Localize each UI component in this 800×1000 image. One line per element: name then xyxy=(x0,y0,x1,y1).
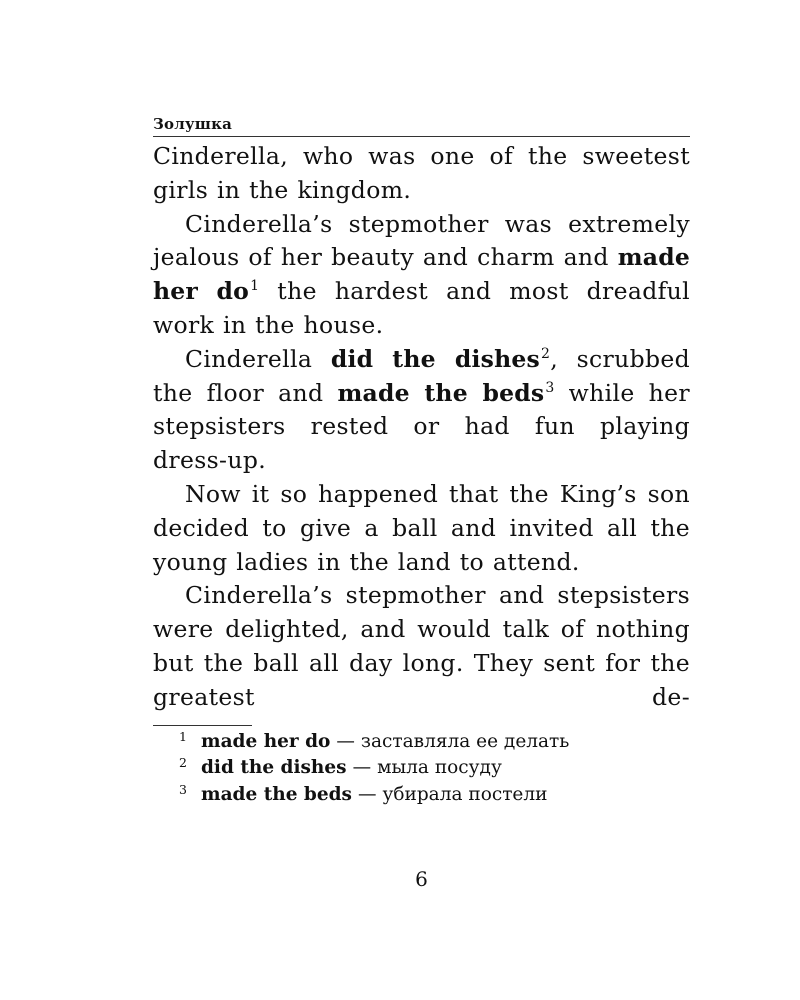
paragraph-4-text: Now it so happened that the King’s son decided to give a ball and invited all the young ladies in the land to attend. xyxy=(153,479,690,576)
footnote-translation: заставляла ее делать xyxy=(360,730,570,752)
term-made-the-beds: made the beds xyxy=(337,378,545,407)
paragraph-5 xyxy=(153,579,690,714)
footnote-number: 2 xyxy=(179,755,187,771)
paragraph-1 xyxy=(153,140,690,208)
footnote-number: 1 xyxy=(179,728,187,744)
footnote-dash: — xyxy=(336,730,355,752)
paragraph-3-text-1: Cinderella xyxy=(185,344,331,373)
footnote-ref-3: 3 xyxy=(545,379,555,396)
term-made-her-do: made her do xyxy=(153,243,690,306)
footnote-dash: — xyxy=(357,783,377,805)
paragraph-2 xyxy=(153,208,690,343)
footnotes xyxy=(153,729,690,809)
footnote-body xyxy=(201,729,569,755)
term-did-the-dishes: did the dishes xyxy=(330,344,540,373)
paragraph-1-text: Cinderella, who was one of the sweetest girls in the kingdom. xyxy=(153,142,690,204)
footnote-term: made her do xyxy=(201,730,331,752)
footnote-term: did the dishes xyxy=(201,757,347,779)
page-number: 6 xyxy=(415,867,428,891)
footnote-number: 3 xyxy=(179,781,187,797)
book-page xyxy=(153,114,691,891)
footnote-body xyxy=(201,782,547,808)
paragraph-2-text-1: Cinderella’s stepmother was extremely jealous of her beauty and charm and xyxy=(153,209,690,272)
footnote-body xyxy=(201,755,502,781)
footnote-ref-1: 1 xyxy=(250,278,260,295)
paragraph-2-text-2: the hardest and most dreadful work in the house. xyxy=(153,277,690,339)
footnote-2 xyxy=(153,755,690,782)
footnote-dash: — xyxy=(352,757,372,779)
footnote-translation: мыла посуду xyxy=(377,757,502,779)
paragraph-5-text: Cinderella’s stepmother and stepsisters were delighted, and would talk of nothing but the ball all day long. They sent for the greatest de- xyxy=(153,581,690,711)
paragraph-4 xyxy=(153,478,690,579)
paragraph-3-text-2: , scrubbed the floor and xyxy=(153,344,691,407)
body-text xyxy=(153,140,690,715)
footnote-1 xyxy=(153,729,690,756)
paragraph-3-text-3: while her stepsisters rested or had fun playing dress-up. xyxy=(153,378,691,475)
running-head: Золушка xyxy=(153,114,690,137)
footnote-3 xyxy=(153,782,690,809)
paragraph-3 xyxy=(153,343,690,478)
footnote-ref-2: 2 xyxy=(540,345,551,362)
footnote-translation: убирала постели xyxy=(382,783,548,805)
footnote-term: made the beds xyxy=(201,783,352,805)
